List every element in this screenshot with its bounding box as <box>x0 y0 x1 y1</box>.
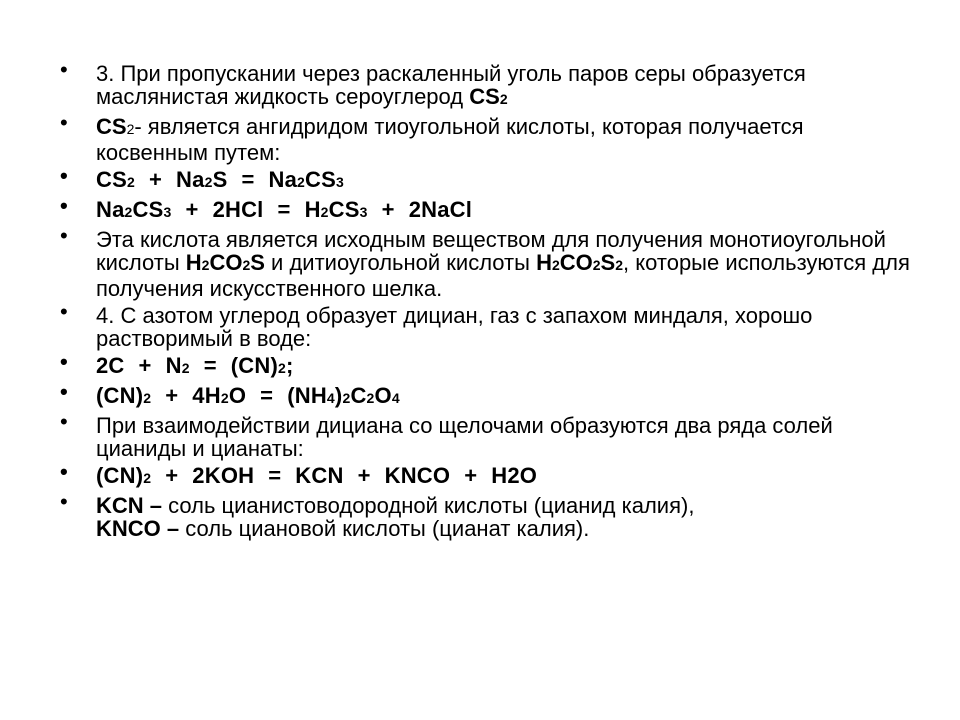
formula: (CN) <box>230 353 278 378</box>
list-item <box>60 223 920 301</box>
operator: + <box>165 463 179 488</box>
formula: (CN) <box>96 463 144 488</box>
item-text: соль цианистоводородной кислоты (цианид калия), <box>162 493 695 518</box>
formula: N <box>165 353 182 378</box>
formula: KCN <box>295 463 344 488</box>
formula-subscript: 2 <box>220 390 229 406</box>
bullet-icon: • <box>60 163 68 188</box>
equation-item <box>60 163 920 194</box>
operator: = <box>203 353 217 378</box>
formula: O <box>374 383 392 408</box>
formula: C <box>350 383 367 408</box>
operator: + <box>148 167 163 192</box>
formula: 2HCl <box>212 197 264 222</box>
operator: + <box>138 353 152 378</box>
formula: H2O <box>491 463 538 488</box>
formula-subscript: 2 <box>499 91 508 107</box>
equation-item <box>60 459 920 490</box>
bullet-icon: • <box>60 193 68 218</box>
formula: CO <box>559 250 593 275</box>
formula: CS <box>328 197 360 222</box>
formula-subscript: 4 <box>391 390 400 406</box>
item-text: и дитиоугольной кислоты <box>264 250 537 275</box>
bullet-icon: • <box>60 409 68 434</box>
formula-subscript: 2 <box>201 257 210 273</box>
formula-subscript: 2 <box>320 204 329 220</box>
item-text: - является ангидридом тиоугольной кислоты, которая получается косвенным путем: <box>96 114 804 165</box>
bullet-icon: • <box>60 459 68 484</box>
formula-subscript: 2 <box>242 257 251 273</box>
formula-subscript: 2 <box>181 360 190 376</box>
equation-item <box>60 349 920 380</box>
list-item <box>60 110 920 165</box>
bullet-icon: • <box>60 57 68 82</box>
equation-item <box>60 379 920 410</box>
equation-item <box>60 193 920 224</box>
formula: CS <box>469 84 500 109</box>
formula: 4H <box>192 383 221 408</box>
formula-subscript: 3 <box>359 204 368 220</box>
formula: O <box>228 383 247 408</box>
list-item <box>60 489 920 541</box>
formula: S <box>600 250 616 275</box>
item-text: Эта кислота является исходным веществом для получения монотиоугольной кислоты <box>96 227 886 275</box>
formula: CS <box>96 114 127 139</box>
formula: 2NaCl <box>408 197 473 222</box>
formula-subscript: 2 <box>615 257 624 273</box>
bullet-icon: • <box>60 223 68 248</box>
operator: = <box>260 383 274 408</box>
formula: H <box>536 250 552 275</box>
operator: + <box>464 463 478 488</box>
operator: = <box>277 197 291 222</box>
formula-subscript: 2 <box>366 390 375 406</box>
formula: Na <box>268 167 298 192</box>
formula-subscript: 2 <box>297 174 306 190</box>
bullet-icon: • <box>60 110 68 135</box>
formula: 2KOH <box>192 463 255 488</box>
formula: (CN) <box>96 383 144 408</box>
formula: CS <box>305 167 336 192</box>
formula-subscript: 4 <box>326 390 335 406</box>
item-text: При взаимодействии дициана со щелочами образуются два ряда солей цианиды и цианаты: <box>96 413 833 461</box>
bullet-icon: • <box>60 349 68 374</box>
item-text: , которые используются для получения искусственного шелка. <box>96 250 910 301</box>
formula: 2C <box>96 353 125 378</box>
bullet-list <box>60 57 920 544</box>
formula-subscript: 2 <box>126 174 135 190</box>
formula: KCN – <box>96 493 163 518</box>
bullet-icon: • <box>60 299 68 324</box>
list-item <box>60 409 920 461</box>
formula: S <box>250 250 265 275</box>
formula: CS <box>96 167 127 192</box>
formula-subscript: 2 <box>143 390 152 406</box>
operator: + <box>185 197 199 222</box>
formula: Na <box>176 167 205 192</box>
formula: KNCO <box>384 463 451 488</box>
formula-subscript: 2 <box>124 204 133 220</box>
formula: ) <box>334 383 343 408</box>
formula: S <box>212 167 228 192</box>
formula: KNCO – <box>96 516 180 541</box>
operator: + <box>381 197 395 222</box>
formula: CO <box>209 250 243 275</box>
bullet-icon: • <box>60 379 68 404</box>
formula-subscript: 2 <box>592 257 601 273</box>
formula: H <box>304 197 321 222</box>
formula-subscript: 3 <box>336 174 344 190</box>
operator: + <box>165 383 179 408</box>
bullet-icon: • <box>60 489 68 514</box>
formula-subscript: 2 <box>204 174 213 190</box>
operator: = <box>268 463 282 488</box>
item-text: 4. С азотом углерод образует дициан, газ с запахом миндаля, хорошо растворимый в воде: <box>96 303 813 351</box>
formula-subscript: 2 <box>342 390 351 406</box>
list-item <box>60 57 920 111</box>
formula: Na <box>96 197 125 222</box>
operator: + <box>357 463 371 488</box>
formula-subscript: 2 <box>143 470 152 486</box>
formula: ; <box>285 353 294 378</box>
operator: = <box>241 167 255 192</box>
formula-subscript: 2 <box>551 257 560 273</box>
formula: H <box>185 250 202 275</box>
formula: (NH <box>287 383 327 408</box>
item-text: 3. При пропускании через раскаленный уголь паров серы образуется маслянистая жидкость сероуглерод <box>96 61 806 109</box>
list-item <box>60 299 920 351</box>
formula-subscript: 2 <box>126 121 135 137</box>
formula-subscript: 2 <box>277 360 286 376</box>
formula: CS <box>132 197 164 222</box>
item-text: соль циановой кислоты (цианат калия). <box>179 516 590 541</box>
formula-subscript: 3 <box>163 204 172 220</box>
